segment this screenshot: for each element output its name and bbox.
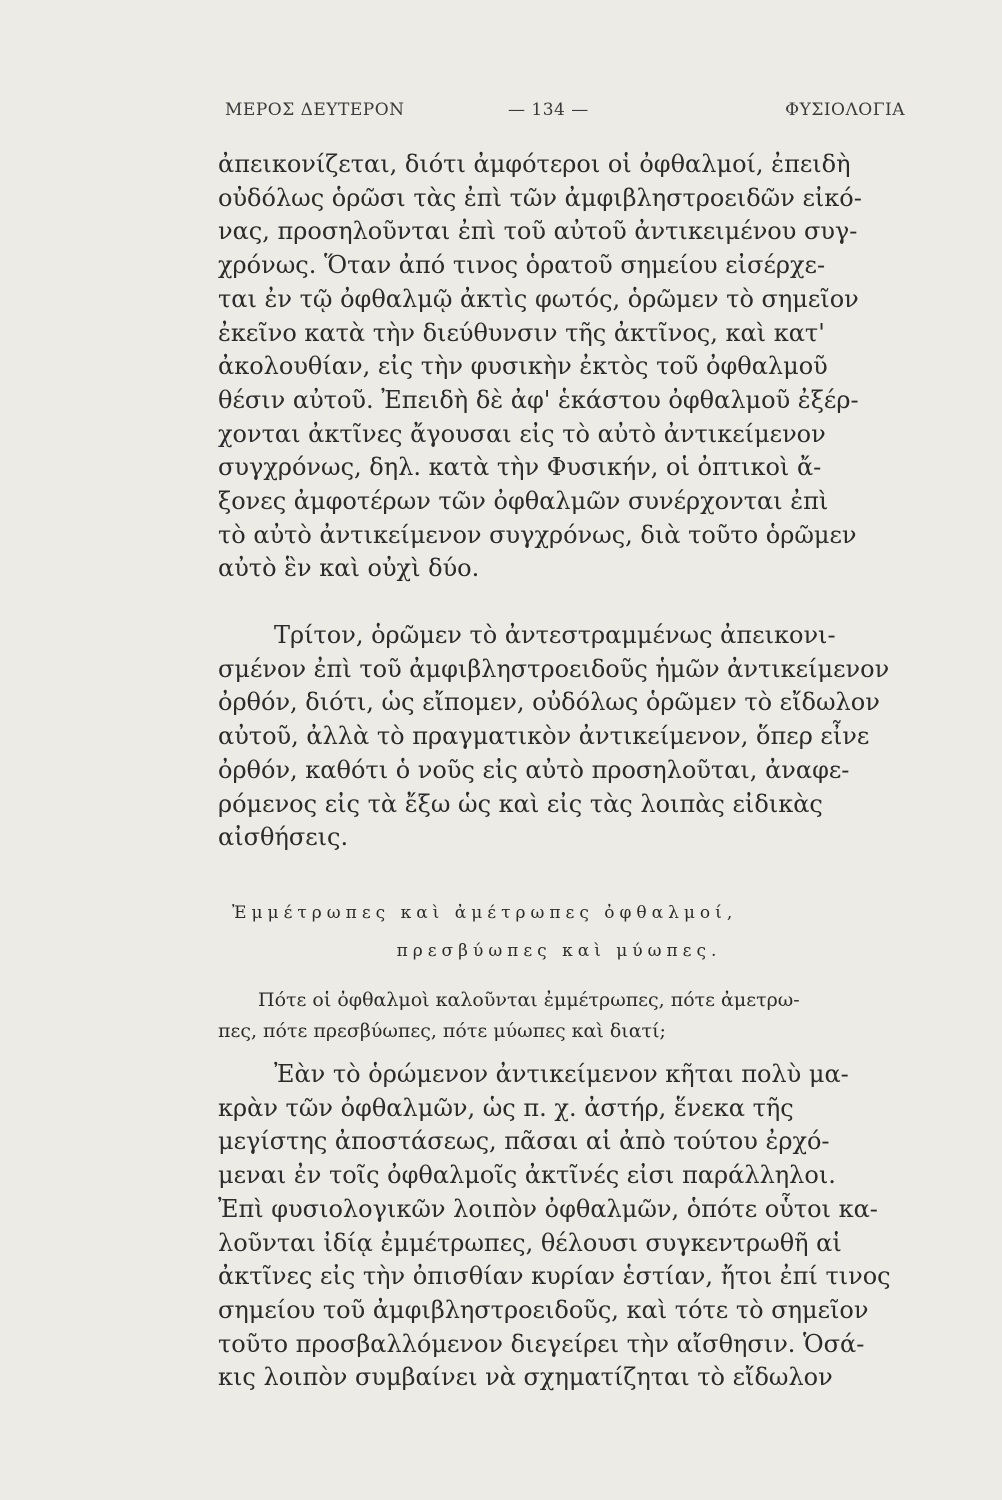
paragraph-2 <box>218 619 900 855</box>
text-line: κις λοιπὸν συμβαίνει νὰ σχηματίζηται τὸ εἴδωλον <box>218 1363 833 1392</box>
text-line: αὐτοῦ, ἀλλὰ τὸ πραγματικὸν ἀντικείμενον, ὅπερ εἶνε <box>218 722 870 751</box>
section-question <box>218 985 898 1047</box>
text-line: ἀπεικονίζεται, διότι ἀμφότεροι οἱ ὀφθαλμοί, ἐπειδὴ <box>218 150 851 178</box>
text-line: ὀρθόν, καθότι ὁ νοῦς εἰς αὐτὸ προσηλοῦται, ἀναφε- <box>218 755 850 784</box>
text-line: συγχρόνως, δηλ. κατὰ τὴν Φυσικήν, οἱ ὀπτικοὶ ἄ- <box>218 453 822 482</box>
text-line: χρόνως. Ὅταν ἀπό τινος ὁρατοῦ σημείου εἰσέρχε- <box>218 251 826 280</box>
question-line: πες, πότε πρεσβύωπες, πότε μύωπες καὶ διατί; <box>218 1020 666 1042</box>
paragraph-1 <box>218 148 900 586</box>
header-section-title: ΜΕΡΟΣ ΔΕΥΤΕΡΟΝ <box>225 100 405 120</box>
text-line: ἀκτῖνες εἰς τὴν ὀπισθίαν κυρίαν ἑστίαν, ἤτοι ἐπί τινος <box>218 1262 891 1291</box>
text-line: Ἐπὶ φυσιολογικῶν λοιπὸν ὀφθαλμῶν, ὁπότε οὗτοι κα- <box>218 1194 878 1223</box>
text-line: σμένον ἐπὶ τοῦ ἀμφιβληστροειδοῦς ἡμῶν ἀντικείμενον <box>218 654 890 683</box>
text-line: τοῦτο προσβαλλόμενον διεγείρει τὴν αἴσθησιν. Ὁσά- <box>218 1329 865 1358</box>
text-line: ται ἐν τῷ ὀφθαλμῷ ἀκτὶς φωτός, ὁρῶμεν τὸ σημεῖον <box>218 284 859 313</box>
section-title-line-2: πρεσβύωπες καὶ μύωπες. <box>396 941 722 961</box>
text-line: μεγίστης ἀποστάσεως, πᾶσαι αἱ ἀπὸ τούτου ἐρχό- <box>218 1127 830 1156</box>
text-line: αὐτὸ ἓν καὶ οὐχὶ δύο. <box>218 554 480 583</box>
paragraph-3 <box>218 1058 900 1395</box>
text-line: νας, προσηλοῦνται ἐπὶ τοῦ αὐτοῦ ἀντικειμένου συγ- <box>218 217 858 246</box>
text-line: ὀρθόν, διότι, ὡς εἴπομεν, οὐδόλως ὁρῶμεν τὸ εἴδωλον <box>218 688 880 717</box>
text-line: ξονες ἀμφοτέρων τῶν ὀφθαλμῶν συνέρχονται ἐπὶ <box>218 487 829 516</box>
text-line: τὸ αὐτὸ ἀντικείμενον συγχρόνως, διὰ τοῦτο ὁρῶμεν <box>218 520 857 549</box>
text-line: κρὰν τῶν ὀφθαλμῶν, ὡς π. χ. ἀστήρ, ἕνεκα τῆς <box>218 1093 794 1122</box>
header-book-title: ΦΥΣΙΟΛΟΓΙΑ <box>785 100 905 120</box>
text-line: μεναι ἐν τοῖς ὀφθαλμοῖς ἀκτῖνές εἰσι παράλληλοι. <box>218 1161 836 1190</box>
question-line: Πότε οἱ ὀφθαλμοὶ καλοῦνται ἐμμέτρωπες, πότε ἀμετρω- <box>258 989 800 1011</box>
text-line: ἀκολουθίαν, εἰς τὴν φυσικὴν ἐκτὸς τοῦ ὀφθαλμοῦ <box>218 352 828 381</box>
text-line: ἐκεῖνο κατὰ τὴν διεύθυνσιν τῆς ἀκτῖνος, καὶ κατ' <box>218 318 825 347</box>
page-number: — 134 — <box>508 100 589 120</box>
text-line: αἰσθήσεις. <box>218 823 349 852</box>
text-line: Τρίτον, ὁρῶμεν τὸ ἀντεστραμμένως ἀπεικονι- <box>274 621 836 649</box>
text-line: λοῦνται ἰδίᾳ ἐμμέτρωπες, θέλουσι συγκεντρωθῆ αἱ <box>218 1228 842 1257</box>
text-line: ρόμενος εἰς τὰ ἔξω ὡς καὶ εἰς τὰς λοιπὰς εἰδικὰς <box>218 789 823 818</box>
text-line: Ἐὰν τὸ ὁρώμενον ἀντικείμενον κῆται πολὺ μα- <box>274 1060 849 1088</box>
text-line: χονται ἀκτῖνες ἄγουσαι εἰς τὸ αὐτὸ ἀντικείμενον <box>218 419 826 448</box>
text-line: θέσιν αὐτοῦ. Ἐπειδὴ δὲ ἀφ' ἑκάστου ὀφθαλμοῦ ἐξέρ- <box>218 385 859 414</box>
section-title-line-1: Ἐμμέτρωπες καὶ ἀμέτρωπες ὀφθαλμοί, <box>232 903 738 923</box>
running-header <box>225 100 905 130</box>
text-line: οὐδόλως ὁρῶσι τὰς ἐπὶ τῶν ἀμφιβληστροειδῶν εἰκό- <box>218 183 862 212</box>
text-line: σημείου τοῦ ἀμφιβληστροειδοῦς, καὶ τότε τὸ σημεῖον <box>218 1295 869 1324</box>
